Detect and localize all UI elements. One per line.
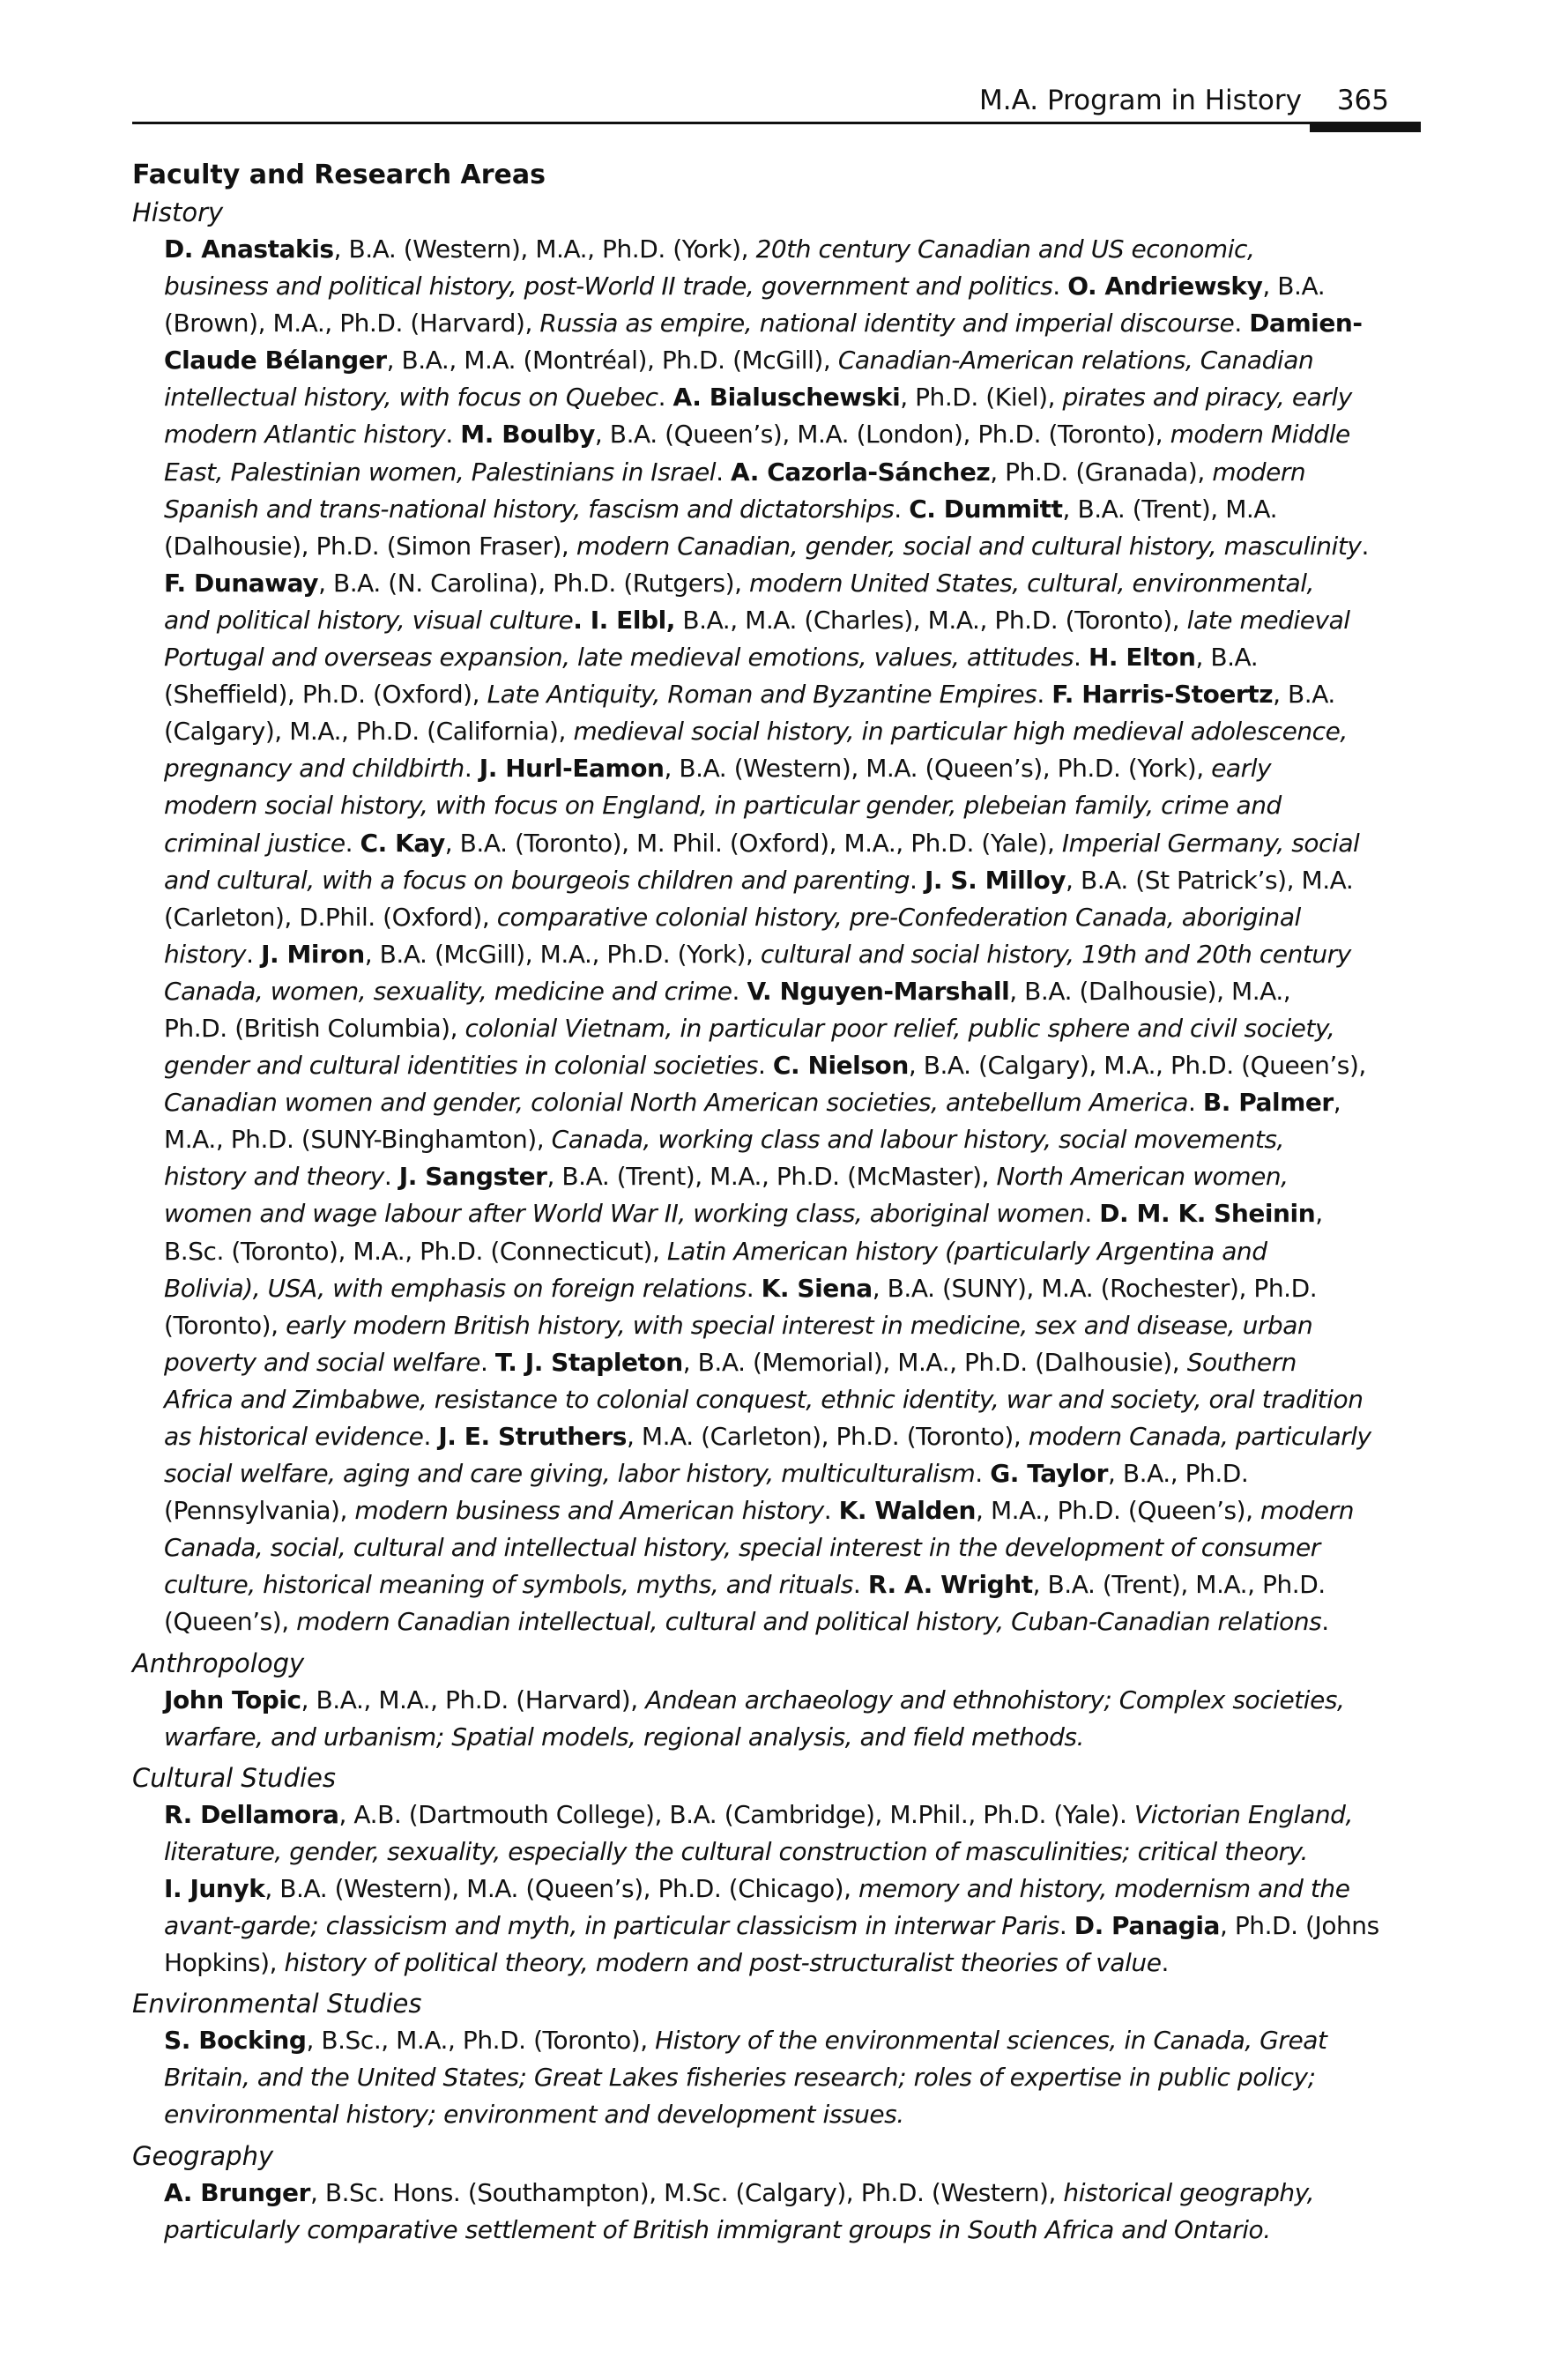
text-line	[164, 899, 1421, 936]
faculty-name: H. Elton	[1088, 643, 1196, 673]
section-title: Environmental Studies	[132, 1989, 422, 2019]
credentials: .	[383, 1162, 399, 1192]
faculty-name: V. Nguyen-Marshall	[747, 976, 1010, 1006]
faculty-sections	[132, 194, 1421, 2249]
credentials: , M.A., Ph.D. (Queen’s),	[976, 1496, 1261, 1526]
text-line	[164, 379, 1421, 416]
credentials: (Toronto),	[164, 1310, 286, 1340]
text-line	[164, 1945, 1421, 1982]
research-area: Russia as empire, national identity and imperial discourse	[539, 309, 1235, 338]
research-area: Canadian women and gender, colonial North American societies, antebellum America	[164, 1088, 1188, 1118]
credentials: .	[1187, 1088, 1203, 1118]
credentials: .	[910, 865, 925, 895]
credentials: , A.B. (Dartmouth College), B.A. (Cambridge), M.Phil., Ph.D. (Yale).	[338, 1799, 1134, 1829]
text-line	[164, 2096, 1421, 2133]
research-area: pregnancy and childbirth	[164, 754, 464, 784]
header-rule	[132, 122, 1421, 124]
credentials: ,	[1315, 1199, 1323, 1229]
text-line	[164, 936, 1421, 973]
credentials: (Brown), M.A., Ph.D. (Harvard),	[164, 309, 540, 338]
text-line	[164, 973, 1421, 1010]
credentials: .	[1074, 643, 1089, 673]
research-area: modern Atlantic history	[164, 420, 446, 450]
credentials: , M.A. (Carleton), Ph.D. (Toronto),	[627, 1422, 1029, 1451]
text-line	[164, 268, 1421, 305]
faculty-name: D. Anastakis	[164, 234, 334, 264]
credentials: .	[894, 494, 910, 524]
credentials: .	[746, 1273, 762, 1303]
credentials: .	[345, 828, 360, 858]
text-line	[164, 342, 1421, 379]
research-area: culture, historical meaning of symbols, myths, and rituals	[164, 1570, 853, 1600]
text-line	[164, 305, 1421, 342]
text-line	[164, 862, 1421, 899]
text-line	[164, 1270, 1421, 1307]
research-area: intellectual history, with focus on Quebec	[164, 383, 658, 413]
research-area: early	[1211, 754, 1272, 784]
research-area: modern	[1212, 457, 1306, 487]
credentials: , B.A. (N. Carolina), Ph.D. (Rutgers),	[318, 568, 750, 598]
text-line	[164, 565, 1421, 602]
faculty-name: D. M. K. Sheinin	[1099, 1199, 1316, 1229]
research-area: Spanish and trans-national history, fascism and dictatorships	[164, 494, 895, 524]
credentials: , B.Sc., M.A., Ph.D. (Toronto),	[306, 2026, 656, 2056]
text-line	[164, 1233, 1421, 1270]
section-history	[132, 194, 1421, 1641]
text-line	[164, 1381, 1421, 1418]
research-area: warfare, and urbanism; Spatial models, regional analysis, and field methods.	[164, 1722, 1084, 1752]
credentials: .	[975, 1459, 991, 1489]
credentials: , B.A. (Western), M.A. (Queen’s), Ph.D. (Chicago),	[264, 1873, 858, 1903]
credentials: , B.A., Ph.D.	[1107, 1459, 1249, 1489]
faculty-name: M. Boulby	[460, 420, 595, 450]
credentials: (Dalhousie), Ph.D. (Simon Fraser),	[164, 531, 576, 561]
research-area: as historical evidence	[164, 1422, 424, 1451]
research-area: Portugal and overseas expansion, late medieval emotions, values, attitudes	[164, 643, 1074, 673]
text-line	[164, 1833, 1421, 1871]
section-title: History	[132, 197, 224, 227]
faculty-name: F. Dunaway	[164, 568, 319, 598]
text-line	[164, 1682, 1421, 1719]
faculty-name: C. Dummitt	[909, 494, 1063, 524]
text-line	[164, 2175, 1421, 2212]
text-line	[164, 528, 1421, 565]
research-area: history and theory	[164, 1162, 384, 1192]
credentials: .	[658, 383, 673, 413]
credentials: .	[1052, 271, 1068, 301]
text-line	[164, 639, 1421, 676]
faculty-name: A. Cazorla-Sánchez	[731, 457, 991, 487]
text-line	[164, 1418, 1421, 1455]
research-area: modern Canadian, gender, social and cultural history, masculinity	[576, 531, 1362, 561]
section-body	[164, 2022, 1421, 2133]
credentials: , B.A. (Trent), M.A., Ph.D.	[1032, 1570, 1326, 1600]
faculty-name: T. J. Stapleton	[494, 1347, 683, 1377]
credentials: , Ph.D. (Kiel),	[900, 383, 1063, 413]
research-area: particularly comparative settlement of British immigrant groups in South Africa and Ontario.	[164, 2214, 1271, 2244]
credentials: , B.A.	[1262, 271, 1326, 301]
research-area: 20th century Canadian and US economic,	[755, 234, 1255, 264]
faculty-name: J. Hurl-Eamon	[479, 754, 665, 784]
research-area: poverty and social welfare	[164, 1347, 480, 1377]
faculty-name: A. Brunger	[164, 2177, 310, 2207]
credentials: .	[445, 420, 461, 450]
credentials: .	[1084, 1199, 1100, 1229]
text-line	[164, 231, 1421, 268]
credentials: , B.A. (Queen’s), M.A. (London), Ph.D. (Toronto),	[594, 420, 1170, 450]
credentials: , B.A. (Western), M.A. (Queen’s), Ph.D. (York),	[664, 754, 1212, 784]
text-line	[164, 1455, 1421, 1492]
credentials: .	[423, 1422, 439, 1451]
research-area: modern Middle	[1170, 420, 1350, 450]
faculty-name: K. Siena	[761, 1273, 873, 1303]
research-area: Imperial Germany, social	[1061, 828, 1360, 858]
research-area: avant-garde; classicism and myth, in particular classicism in interwar Paris	[164, 1911, 1059, 1941]
credentials: B.A., M.A. (Charles), M.A., Ph.D. (Toronto),	[674, 605, 1187, 635]
research-area: Bolivia), USA, with emphasis on foreign relations	[164, 1273, 747, 1303]
research-area: modern business and American history	[354, 1496, 824, 1526]
faculty-name: B. Palmer	[1202, 1088, 1334, 1118]
text-line	[164, 713, 1421, 750]
text-line	[164, 1719, 1421, 1756]
research-area: North American women,	[996, 1162, 1289, 1192]
faculty-name: K. Walden	[838, 1496, 977, 1526]
section-title: Cultural Studies	[132, 1762, 336, 1793]
section-body	[164, 231, 1421, 1641]
credentials: M.A., Ph.D. (SUNY-Binghamton),	[164, 1125, 552, 1155]
research-area: women and wage labour after World War II, working class, aboriginal women	[164, 1199, 1085, 1229]
credentials: .	[758, 1051, 773, 1081]
credentials: (Pennsylvania),	[164, 1496, 355, 1526]
credentials: .	[1321, 1607, 1329, 1637]
credentials: , Ph.D. (Johns	[1219, 1911, 1379, 1941]
research-area: Canada, social, cultural and intellectual history, special interest in the development of consumer	[164, 1533, 1320, 1563]
faculty-name: D. Panagia	[1074, 1911, 1220, 1941]
credentials: , Ph.D. (Granada),	[990, 457, 1213, 487]
research-area: Late Antiquity, Roman and Byzantine Empires	[487, 680, 1037, 710]
text-line	[164, 750, 1421, 787]
research-area: medieval social history, in particular high medieval adolescence,	[573, 717, 1348, 747]
faculty-name: O. Andriewsky	[1067, 271, 1263, 301]
research-area: Britain, and the United States; Great Lakes fisheries research; roles of expertise in public policy;	[164, 2063, 1316, 2093]
credentials: .	[1161, 1948, 1169, 1978]
text-line	[164, 1529, 1421, 1566]
faculty-name: J. E. Struthers	[438, 1422, 627, 1451]
research-area: cultural and social history, 19th and 20th century	[760, 939, 1351, 969]
text-line	[164, 1010, 1421, 1047]
research-area: modern social history, with focus on England, in particular gender, plebeian family, crime and	[164, 791, 1282, 821]
credentials: , B.A. (Dalhousie), M.A.,	[1009, 976, 1291, 1006]
credentials: .	[823, 1496, 839, 1526]
credentials: , B.A. (Trent), M.A., Ph.D. (McMaster),	[546, 1162, 997, 1192]
text-line	[164, 1158, 1421, 1195]
text-line	[164, 1084, 1421, 1121]
credentials: .	[852, 1570, 868, 1600]
credentials: Ph.D. (British Columbia),	[164, 1013, 465, 1043]
section-cultural-studies	[132, 1759, 1421, 1982]
running-header-title: M.A. Program in History	[978, 85, 1302, 116]
credentials: , B.Sc. Hons. (Southampton), M.Sc. (Calgary), Ph.D. (Western),	[309, 2177, 1064, 2207]
research-area: memory and history, modernism and the	[858, 1873, 1350, 1903]
research-area: literature, gender, sexuality, especially the cultural construction of masculinities; critical theory.	[164, 1836, 1308, 1866]
text-line	[164, 2022, 1421, 2059]
credentials: (Carleton), D.Phil. (Oxford),	[164, 902, 497, 932]
research-area: and political history, visual culture	[164, 605, 574, 635]
text-line	[164, 491, 1421, 528]
research-area: historical geography,	[1063, 2177, 1315, 2207]
header-tab-bar	[1310, 122, 1421, 132]
research-area: late medieval	[1186, 605, 1350, 635]
section-body	[164, 1682, 1421, 1756]
text-line	[164, 454, 1421, 491]
research-area: modern	[1260, 1496, 1355, 1526]
credentials: (Queen’s),	[164, 1607, 297, 1637]
faculty-name: C. Kay	[360, 828, 445, 858]
credentials: , B.A. (Western), M.A., Ph.D. (York),	[333, 234, 756, 264]
faculty-name: John Topic	[164, 1685, 301, 1714]
research-area: pirates and piracy, early	[1062, 383, 1352, 413]
faculty-name: A. Bialuschewski	[672, 383, 901, 413]
text-line	[164, 1908, 1421, 1945]
text-line	[164, 1344, 1421, 1381]
credentials: , B.A. (St Patrick’s), M.A.	[1066, 865, 1354, 895]
research-area: Africa and Zimbabwe, resistance to colonial conquest, ethnic identity, war and society, oral tradition	[164, 1384, 1364, 1414]
credentials: .	[1361, 531, 1369, 561]
section-title: Anthropology	[132, 1647, 305, 1678]
research-area: Latin American history (particularly Argentina and	[666, 1236, 1267, 1266]
credentials: Hopkins),	[164, 1948, 285, 1978]
credentials: , B.A., M.A. (Montréal), Ph.D. (McGill),	[386, 346, 838, 376]
credentials: , B.A. (McGill), M.A., Ph.D. (York),	[364, 939, 761, 969]
research-area: Victorian England,	[1133, 1799, 1353, 1829]
faculty-name: J. Sangster	[398, 1162, 547, 1192]
text-line	[164, 1047, 1421, 1084]
research-area: gender and cultural identities in colonial societies	[164, 1051, 759, 1081]
research-area: history	[164, 939, 247, 969]
research-area: criminal justice	[164, 828, 346, 858]
credentials: , B.A.	[1273, 680, 1335, 710]
faculty-name: S. Bocking	[164, 2026, 307, 2056]
research-area: Canada, working class and labour history, social movements,	[551, 1125, 1284, 1155]
credentials: .	[732, 976, 747, 1006]
section-environmental-studies	[132, 1985, 1421, 2133]
credentials: .	[246, 939, 262, 969]
credentials: B.Sc. (Toronto), M.A., Ph.D. (Connecticut),	[164, 1236, 667, 1266]
credentials: .	[1037, 680, 1052, 710]
section-body	[164, 2175, 1421, 2249]
credentials: , B.A., M.A., Ph.D. (Harvard),	[301, 1685, 646, 1714]
credentials: (Sheffield), Ph.D. (Oxford),	[164, 680, 487, 710]
text-line	[164, 2212, 1421, 2249]
research-area: Canada, women, sexuality, medicine and crime	[164, 976, 732, 1006]
faculty-name: Claude Bélanger	[164, 346, 387, 376]
research-area: history of political theory, modern and post-structuralist theories of value	[284, 1948, 1162, 1978]
credentials: (Calgary), M.A., Ph.D. (California),	[164, 717, 574, 747]
text-line	[164, 825, 1421, 862]
text-line	[164, 1121, 1421, 1158]
faculty-name: Damien-	[1249, 309, 1363, 338]
research-area: Southern	[1186, 1347, 1297, 1377]
section-title: Geography	[132, 2140, 274, 2171]
faculty-name: J. S. Milloy	[924, 865, 1066, 895]
credentials: .	[1234, 309, 1250, 338]
credentials: , B.A. (Memorial), M.A., Ph.D. (Dalhousie),	[682, 1347, 1187, 1377]
credentials: , B.A. (SUNY), M.A. (Rochester), Ph.D.	[872, 1273, 1318, 1303]
credentials: , B.A.	[1195, 643, 1259, 673]
text-line	[164, 1307, 1421, 1344]
text-line	[164, 1195, 1421, 1232]
research-area: modern United States, cultural, environmental,	[749, 568, 1314, 598]
section-geography	[132, 2138, 1421, 2249]
credentials: .	[479, 1347, 495, 1377]
page-heading: Faculty and Research Areas	[132, 160, 546, 190]
text-line	[164, 2059, 1421, 2096]
faculty-name: R. A. Wright	[867, 1570, 1033, 1600]
text-line	[164, 1871, 1421, 1908]
text-line	[164, 1796, 1421, 1833]
research-area: environmental history; environment and development issues.	[164, 2100, 904, 2130]
research-area: social welfare, aging and care giving, labor history, multiculturalism	[164, 1459, 976, 1489]
research-area: business and political history, post-World II trade, government and politics	[164, 271, 1053, 301]
research-area: East, Palestinian women, Palestinians in Israel	[164, 457, 717, 487]
research-area: Canadian-American relations, Canadian	[837, 346, 1314, 376]
section-anthropology	[132, 1645, 1421, 1756]
credentials: .	[464, 754, 479, 784]
running-header	[132, 81, 1421, 123]
credentials: , B.A. (Calgary), M.A., Ph.D. (Queen’s),	[908, 1051, 1366, 1081]
credentials: .	[1059, 1911, 1074, 1941]
research-area: modern Canadian intellectual, cultural and political history, Cuban-Canadian relations	[296, 1607, 1322, 1637]
faculty-name: C. Nielson	[772, 1051, 909, 1081]
research-area: early modern British history, with special interest in medicine, sex and disease, urban	[286, 1310, 1313, 1340]
faculty-name: G. Taylor	[990, 1459, 1108, 1489]
research-area: colonial Vietnam, in particular poor relief, public sphere and civil society,	[464, 1013, 1335, 1043]
faculty-name: . I. Elbl,	[573, 605, 675, 635]
research-area: comparative colonial history, pre-Confederation Canada, aboriginal	[496, 902, 1301, 932]
research-area: Andean archaeology and ethnohistory; Complex societies,	[645, 1685, 1345, 1714]
text-line	[164, 787, 1421, 824]
credentials: , B.A. (Trent), M.A.	[1062, 494, 1278, 524]
faculty-name: J. Miron	[261, 939, 365, 969]
text-line	[164, 1603, 1421, 1640]
text-line	[164, 416, 1421, 453]
text-line	[164, 1566, 1421, 1603]
research-area: modern Canada, particularly	[1028, 1422, 1371, 1451]
research-area: History of the environmental sciences, in Canada, Great	[655, 2026, 1327, 2056]
page-content	[132, 157, 1421, 2252]
faculty-name: I. Junyk	[164, 1873, 265, 1903]
text-line	[164, 676, 1421, 713]
credentials: .	[716, 457, 732, 487]
credentials: , B.A. (Toronto), M. Phil. (Oxford), M.A., Ph.D. (Yale),	[444, 828, 1062, 858]
page-number: 365	[1336, 85, 1389, 116]
text-line	[164, 1492, 1421, 1529]
faculty-name: F. Harris-Stoertz	[1051, 680, 1274, 710]
faculty-name: R. Dellamora	[164, 1799, 339, 1829]
text-line	[164, 602, 1421, 639]
credentials: ,	[1333, 1088, 1341, 1118]
research-area: and cultural, with a focus on bourgeois children and parenting	[164, 865, 910, 895]
section-body	[164, 1796, 1421, 1982]
